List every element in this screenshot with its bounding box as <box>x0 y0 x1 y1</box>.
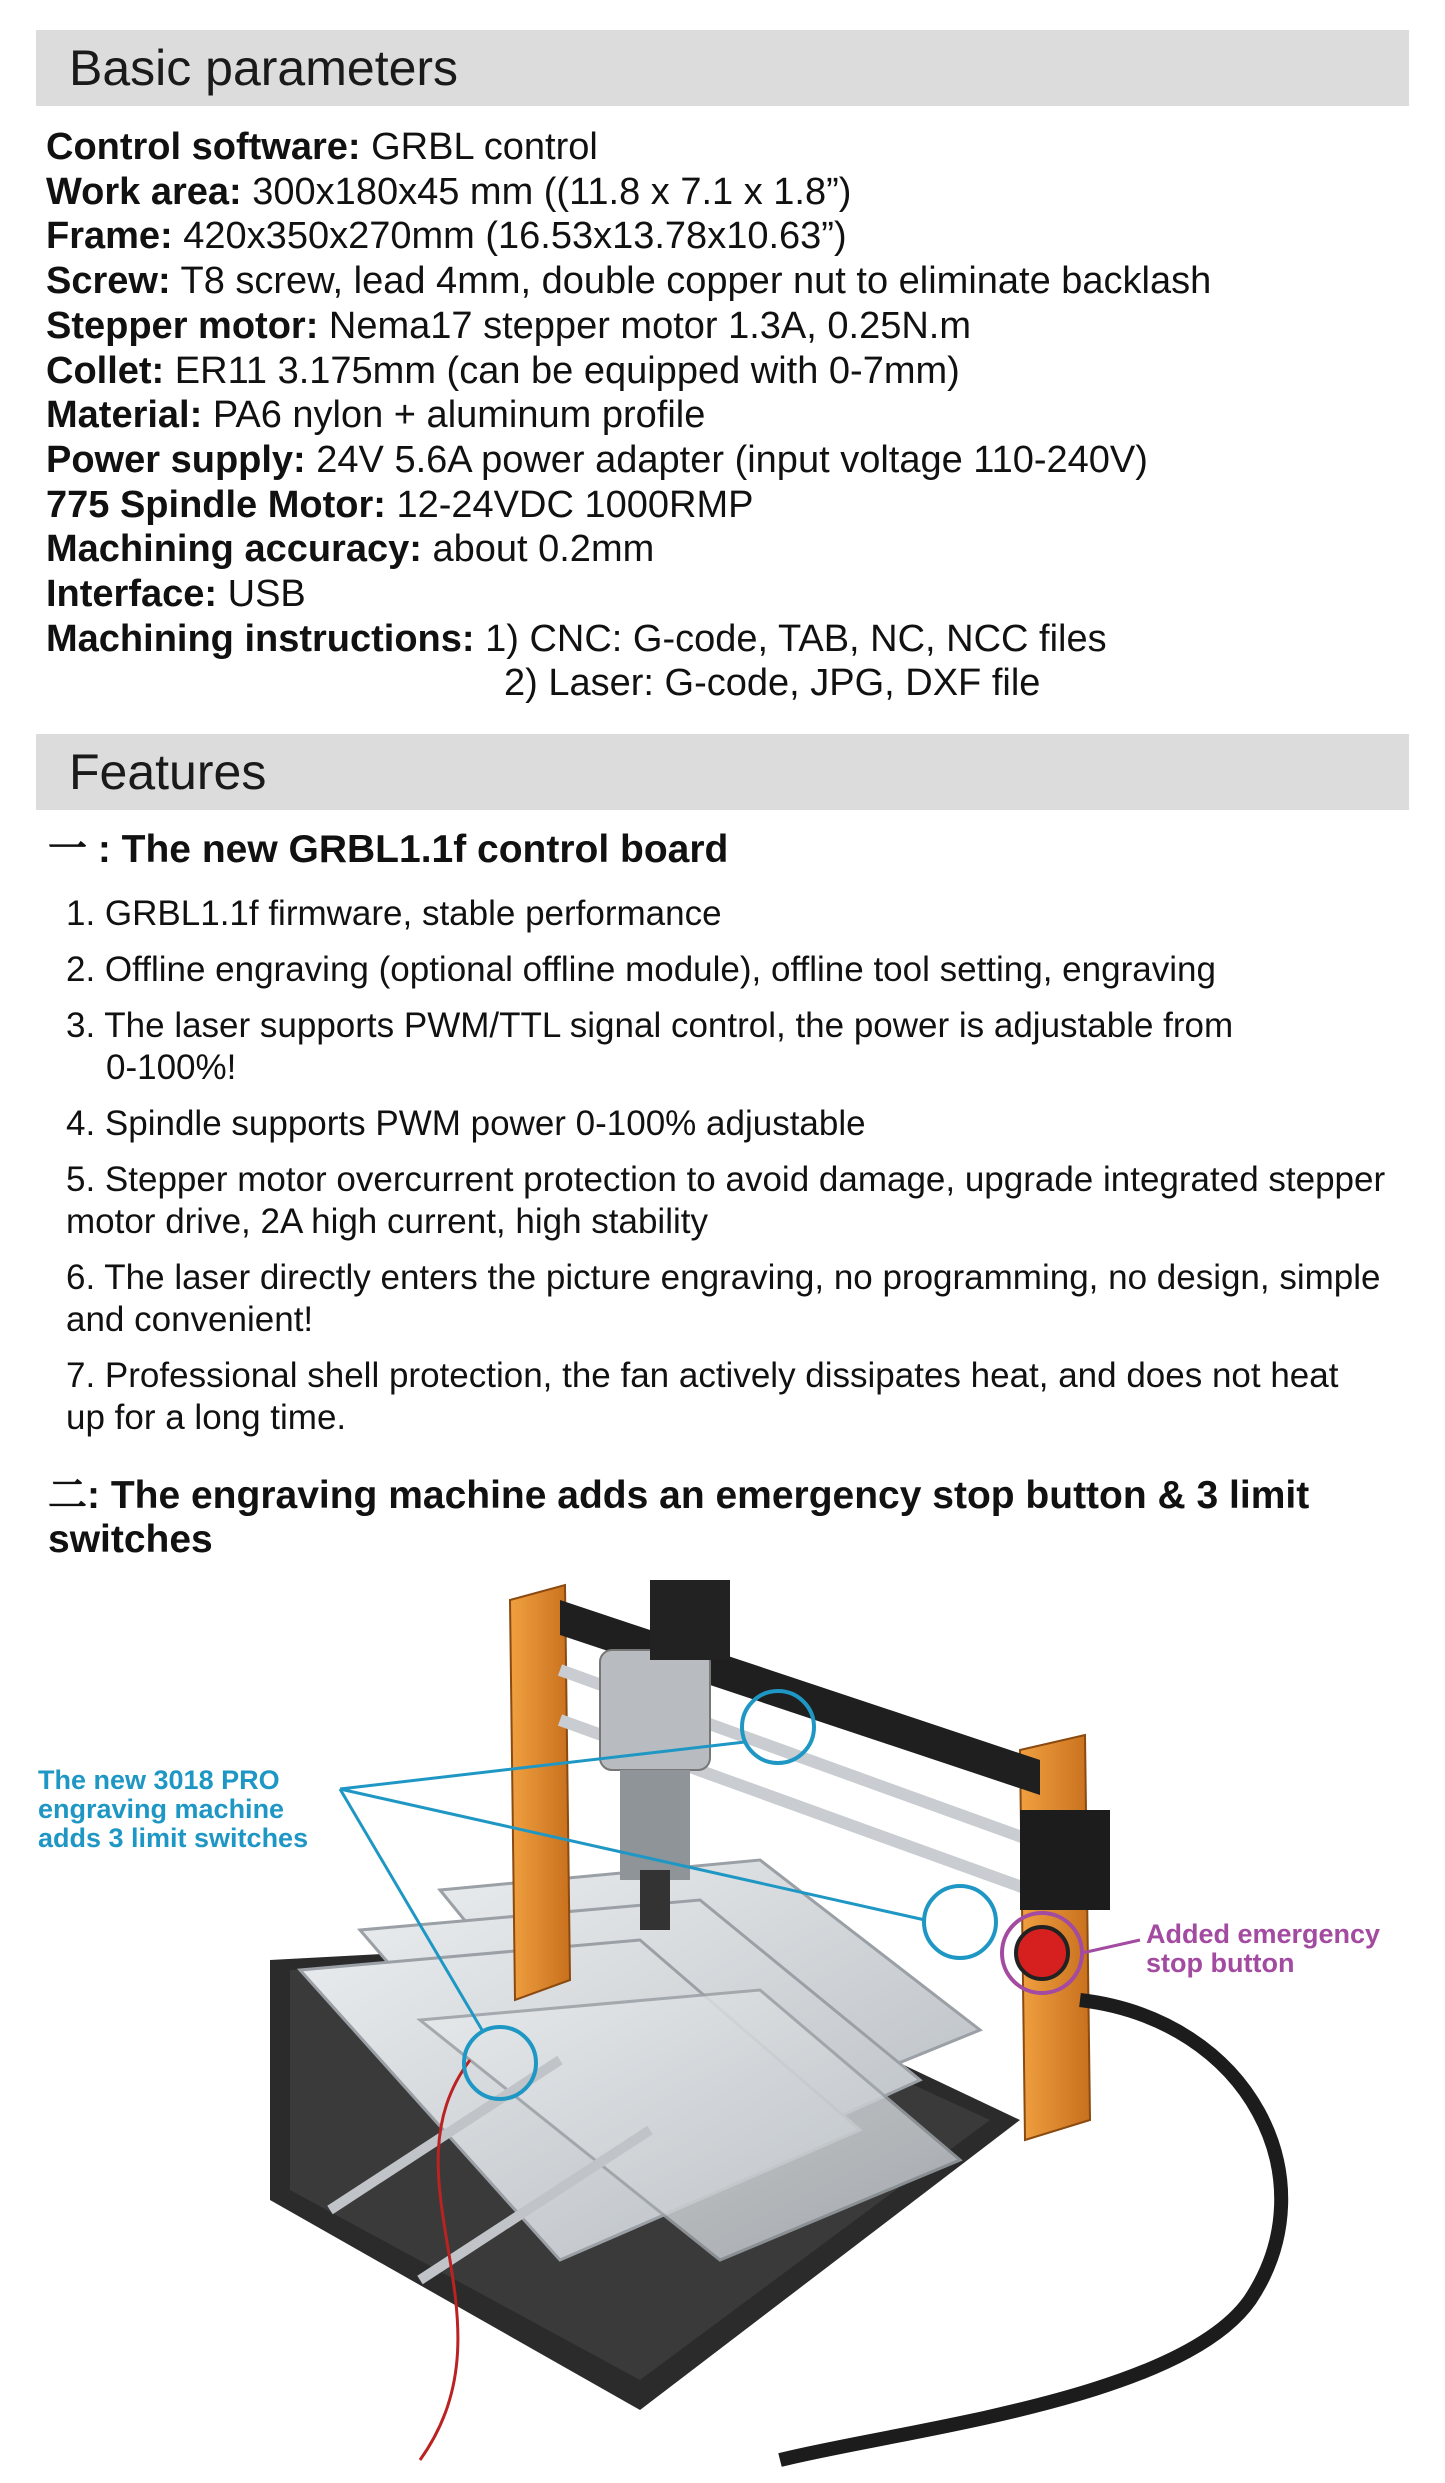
features-subheading-control-board: 一 : The new GRBL1.1f control board <box>48 828 729 871</box>
feature-item: 5. Stepper motor overcurrent protection to avoid damage, upgrade integrated stepper motor drive, 2A high current, high stability <box>66 1160 1386 1241</box>
param-label: 775 Spindle Motor: <box>46 483 386 526</box>
section-header-features <box>36 734 1409 810</box>
param-value: T8 screw, lead 4mm, double copper nut to eliminate backlash <box>180 260 1212 303</box>
feature-item: 7. Professional shell protection, the fan actively dissipates heat, and does not heat up for a long time. <box>66 1356 1339 1437</box>
feature-item: 4. Spindle supports PWM power 0-100% adjustable <box>66 1104 866 1143</box>
callout-text: engraving machine <box>38 1794 285 1824</box>
param-row <box>46 349 1416 394</box>
callout-text: adds 3 limit switches <box>38 1823 309 1853</box>
param-row <box>46 259 1416 304</box>
stepper-motor <box>1020 1810 1110 1910</box>
feature-item: 6. The laser directly enters the picture engraving, no programming, no design, simple and convenient! <box>66 1258 1381 1339</box>
param-value: 420x350x270mm (16.53x13.78x10.63”) <box>183 215 847 258</box>
callout-emergency-stop <box>1146 1920 1380 1978</box>
param-value: ER11 3.175mm (can be equipped with 0-7mm) <box>174 349 960 392</box>
section-title-basic: Basic parameters <box>69 40 459 96</box>
param-label: Control software: <box>46 126 361 168</box>
parameter-list <box>46 125 1416 706</box>
param-label: Stepper motor: <box>46 304 319 347</box>
emergency-stop-button <box>1016 1927 1068 1979</box>
callout-text: stop button <box>1146 1948 1295 1978</box>
param-label: Interface: <box>46 573 218 616</box>
callout-limit-switches <box>38 1766 308 1853</box>
param-row <box>46 527 1416 572</box>
param-row <box>46 304 1416 349</box>
side-plate-left <box>510 1585 570 2000</box>
callout-line <box>1082 1940 1140 1953</box>
param-label: Frame: <box>46 215 173 258</box>
param-row <box>46 214 1416 259</box>
param-value: USB <box>227 573 306 616</box>
feature-item: 2. Offline engraving (optional offline module), offline tool setting, engraving <box>66 950 1216 989</box>
feature-item-line1: 3. The laser supports PWM/TTL signal control, the power is adjustable from <box>66 1006 1234 1045</box>
feature-item-line2: 0-100%! <box>106 1048 237 1087</box>
param-value: 1) CNC: G-code, TAB, NC, NCC files <box>485 617 1107 660</box>
param-value: PA6 nylon + aluminum profile <box>212 394 706 437</box>
features-subheading-emergency-stop: 二: The engraving machine adds an emergency stop button & 3 limit switches <box>48 1474 1310 1561</box>
callout-text: The new 3018 PRO <box>38 1765 280 1795</box>
limit-switch-highlight <box>924 1886 996 1958</box>
param-value: 24V 5.6A power adapter (input voltage 110-240V) <box>316 438 1148 481</box>
param-label: Machining instructions: <box>46 617 475 660</box>
param-row <box>46 572 1416 617</box>
section-title-features: Features <box>69 744 267 800</box>
param-value: about 0.2mm <box>432 528 655 571</box>
param-value: Nema17 stepper motor 1.3A, 0.25N.m <box>328 304 972 347</box>
feature-item <box>66 1005 1386 1089</box>
param-row <box>46 483 1416 528</box>
cnc-machine-illustration <box>0 1560 1445 2483</box>
section-header-basic <box>36 30 1409 106</box>
param-label: Work area: <box>46 170 242 213</box>
param-value-line2: 2) Laser: G-code, JPG, DXF file <box>504 662 1041 705</box>
feature-list <box>66 893 1386 1453</box>
callout-text: Added emergency <box>1146 1919 1381 1949</box>
param-row <box>46 617 1416 706</box>
param-row <box>46 393 1416 438</box>
param-row <box>46 125 1416 170</box>
param-row <box>46 170 1416 215</box>
param-label: Collet: <box>46 349 165 392</box>
param-label: Screw: <box>46 260 171 303</box>
feature-item: 1. GRBL1.1f firmware, stable performance <box>66 894 722 933</box>
param-value: 300x180x45 mm ((11.8 x 7.1 x 1.8”) <box>252 170 852 213</box>
param-label: Material: <box>46 394 203 437</box>
param-value: GRBL control <box>371 126 598 168</box>
param-value: 12-24VDC 1000RMP <box>396 483 754 526</box>
param-row <box>46 438 1416 483</box>
param-label: Power supply: <box>46 438 306 481</box>
param-label: Machining accuracy: <box>46 528 422 571</box>
